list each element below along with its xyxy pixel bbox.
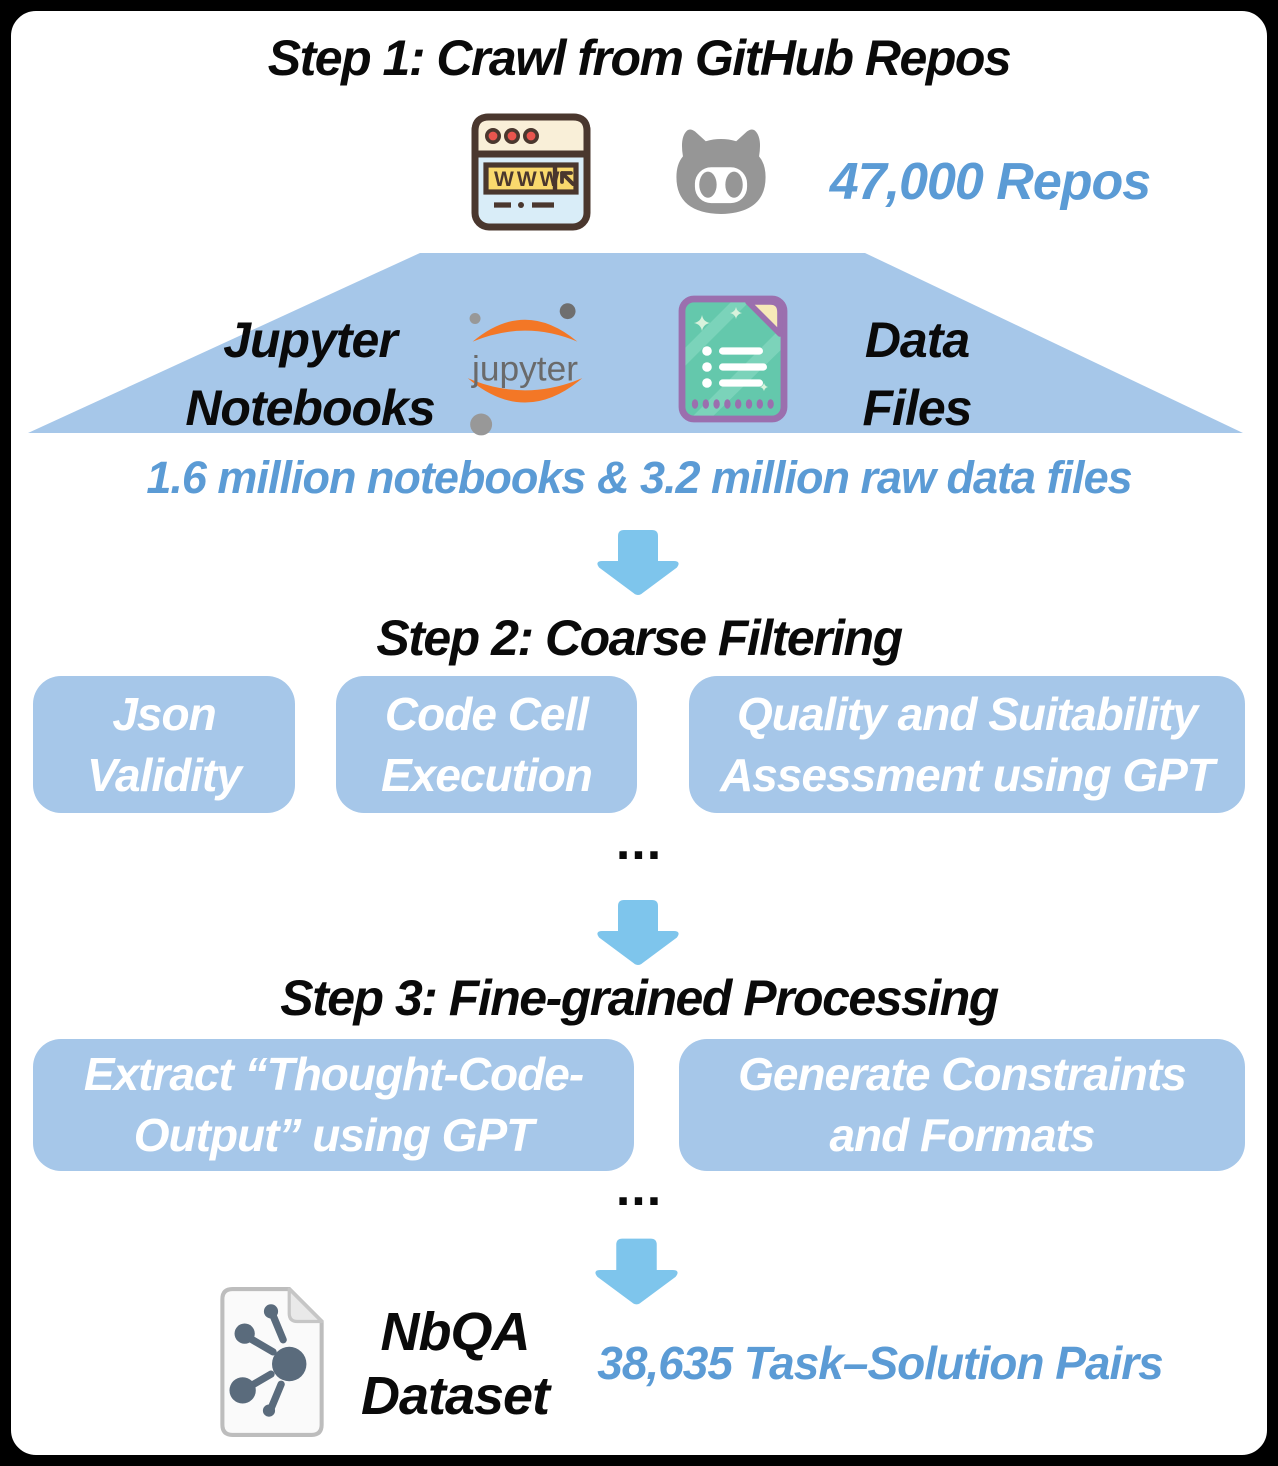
nbqa-dataset-label-line1: NbQA	[380, 1302, 530, 1362]
data-files-label-line1: Data	[864, 312, 970, 368]
quality-assessment-box	[689, 676, 1245, 813]
step3-title: Step 3: Fine-grained Processing	[280, 970, 998, 1026]
box-text-line: Json	[112, 687, 216, 740]
folded-corner	[289, 1289, 321, 1321]
nbqa-dataset-label	[340, 1300, 570, 1428]
box-text-line: Validity	[87, 748, 241, 801]
box-text-line: Output” using GPT	[133, 1109, 534, 1161]
box-text-line: Execution	[381, 748, 592, 801]
data-files-label-line2: Files	[862, 380, 972, 436]
step1-title: Step 1: Crawl from GitHub Repos	[267, 30, 1011, 86]
jupyter-logo-dot-medium	[560, 303, 576, 319]
jupyter-logo	[458, 294, 592, 438]
box-text-line: Code Cell	[384, 687, 589, 740]
jupyter-logo-dot-large	[470, 414, 492, 436]
ellipsis-step2: ...	[615, 813, 663, 871]
box-text-line: Extract “Thought-Code-	[83, 1048, 584, 1100]
generate-constraints-formats-box	[679, 1039, 1245, 1171]
down-arrow-icon	[595, 899, 681, 967]
ellipsis-step3: ...	[615, 1159, 663, 1217]
github-octocat-icon	[664, 126, 778, 226]
down-arrow-icon	[595, 529, 681, 597]
repos-count-label: 47,000 Repos	[829, 153, 1151, 211]
box-text-line: Quality and Suitability	[736, 687, 1198, 740]
browser-address-text: WWW	[494, 168, 563, 191]
nbqa-dataset-label-line2: Dataset	[360, 1366, 550, 1426]
box-text-line: Assessment using GPT	[720, 748, 1214, 801]
jupyter-logo-wordmark: jupyter	[472, 349, 578, 389]
browser-www-icon	[470, 112, 592, 232]
pairs-count-label: 38,635 Task–Solution Pairs	[597, 1337, 1163, 1389]
step2-title: Step 2: Coarse Filtering	[376, 610, 902, 666]
data-files-label	[802, 306, 1032, 442]
down-arrow-icon	[593, 1237, 680, 1307]
code-cell-execution-box	[336, 676, 637, 813]
jupyter-notebooks-label-line2: Notebooks	[185, 380, 435, 436]
jupyter-logo-dot-small	[470, 313, 481, 324]
nbqa-dataset-file-icon	[210, 1283, 332, 1441]
json-validity-box	[33, 676, 295, 813]
funnel-caption: 1.6 million notebooks & 3.2 million raw data files	[146, 452, 1132, 503]
extract-thought-code-output-box	[33, 1039, 634, 1171]
box-text-line: and Formats	[829, 1109, 1095, 1161]
data-file-icon	[676, 292, 790, 426]
jupyter-notebooks-label-line1: Jupyter	[223, 312, 397, 368]
box-text-line: Generate Constraints	[738, 1048, 1186, 1100]
